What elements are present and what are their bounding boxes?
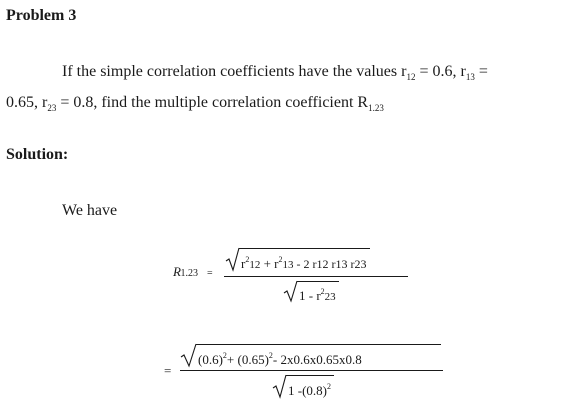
problem-statement-line2: 0.65, $r_{23} = 0.8$, find the multiple correlation coefficient $R_{1.23}$	[6, 94, 384, 113]
formula-2-denominator-radical	[273, 375, 287, 399]
solution-intro: We have	[62, 202, 118, 219]
formula-2-equals: =	[164, 363, 172, 378]
formula-1-denominator: $1 - r^223$	[297, 281, 339, 302]
formula-1-lhs: R1.23	[173, 264, 198, 279]
solution-heading: Solution:	[6, 146, 69, 163]
formula-1-numerator-radical	[226, 248, 240, 272]
formula-2-numerator: $(0.6)^2+ (0.65)^2-$ 2x0.6x0.65x0.8	[196, 344, 441, 367]
formula-1-numerator: $r^212 + r^213 - 2$ r12 r13 r23	[239, 248, 370, 271]
problem-heading: Problem 3	[6, 7, 77, 24]
formula-1-equals: =	[207, 268, 213, 279]
formula-2-denominator: 1 $-(0.8)^2$	[286, 375, 334, 398]
problem-statement-line1: If the simple correlation coefficients have the values $r_{12} = 0.6$, $r_{13}$ =	[62, 63, 488, 82]
formula-2-fraction-bar	[180, 370, 443, 371]
formula-1-denominator-radical	[284, 281, 298, 303]
formula-2-numerator-radical	[181, 344, 197, 368]
formula-1-fraction-bar	[224, 276, 408, 277]
